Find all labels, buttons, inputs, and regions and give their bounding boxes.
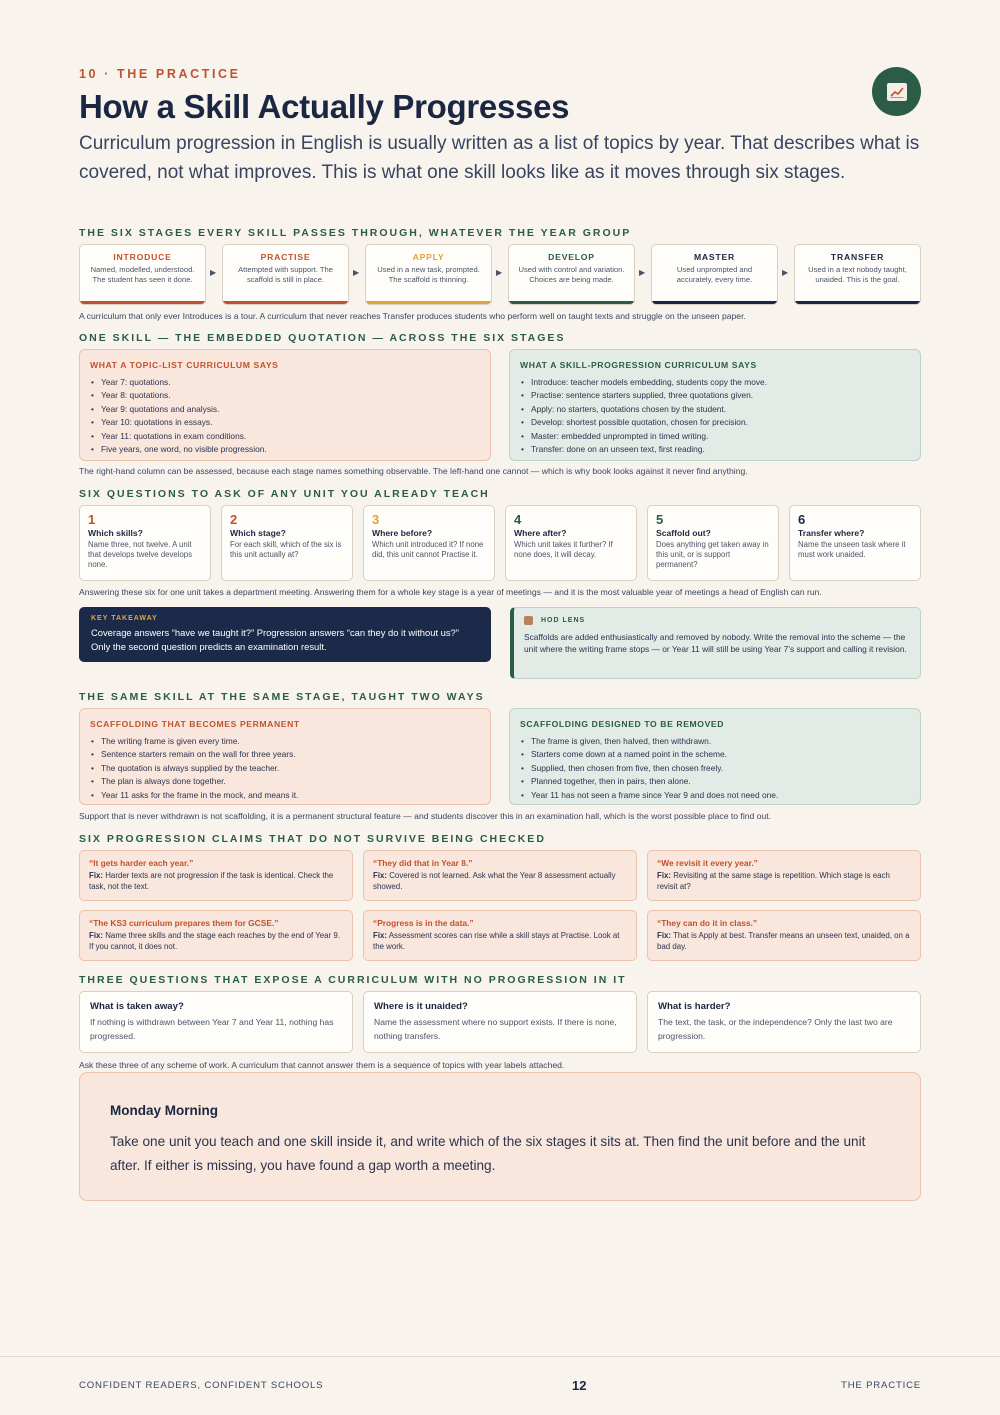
claim-fix bbox=[373, 931, 627, 952]
intro-paragraph: Curriculum progression in English is usually written as a list of topics by year. That describes what is covered, not what improves. This is what one skill looks like as it moves through six stages. bbox=[79, 133, 920, 183]
chart-icon bbox=[872, 67, 921, 116]
monday-text: Take one unit you teach and one skill inside it, and write which of the six stages it sits at. Then find the unit before and the unit after. If either is missing, you have found a gap worth a meeting. bbox=[110, 1134, 866, 1173]
stage-card bbox=[794, 244, 921, 305]
question-card bbox=[647, 505, 779, 581]
hod-label: HOD LENS bbox=[541, 617, 586, 624]
stage-bar bbox=[509, 301, 634, 304]
three-questions-heading: THREE QUESTIONS THAT EXPOSE A CURRICULUM WITH NO PROGRESSION IN IT bbox=[79, 974, 627, 986]
list-item: • Year 11 asks for the frame in the mock, and means it. bbox=[90, 789, 480, 802]
panel-list bbox=[90, 376, 480, 456]
stage-name: MASTER bbox=[693, 252, 736, 262]
stage-card bbox=[508, 244, 635, 305]
claim-card bbox=[363, 850, 637, 901]
fix-text: Assessment scores can rise while a skill stays at Practise. Look at the work. bbox=[373, 931, 620, 951]
question-title: Transfer where? bbox=[798, 528, 865, 538]
list-item: • The frame is given, then halved, then withdrawn. bbox=[520, 735, 910, 748]
panel-list bbox=[520, 376, 910, 456]
question-desc: For each skill, which of the six is this unit actually at? bbox=[230, 540, 342, 559]
question-title: Scaffold out? bbox=[656, 528, 711, 538]
stage-desc: Attempted with support. The scaffold is still in place. bbox=[238, 265, 333, 284]
exposing-question-desc: Name the assessment where no support exists. If there is none, nothing transfers. bbox=[374, 1017, 617, 1041]
monday-title: Monday Morning bbox=[110, 1103, 218, 1118]
takeaway-text: Coverage answers “have we taught it?” Progression answers “can they do it without us?” Only the second question predicts an examination result. bbox=[91, 627, 459, 652]
claim-quote: “We revisit it every year.” bbox=[657, 858, 758, 868]
one-skill-heading: ONE SKILL — THE EMBEDDED QUOTATION — ACROSS THE SIX STAGES bbox=[79, 332, 566, 344]
key-takeaway-box bbox=[79, 607, 491, 662]
fix-label: Fix: bbox=[657, 871, 672, 880]
question-number: 1 bbox=[88, 512, 96, 527]
claim-card bbox=[363, 910, 637, 961]
questions-note: Answering these six for one unit takes a department meeting. Answering them for a whole key stage is a year of meetings — and it is the most valuable year of meetings a head of English can run. bbox=[79, 587, 822, 597]
stage-bar bbox=[80, 301, 205, 304]
footer-section: THE PRACTICE bbox=[841, 1380, 921, 1391]
question-desc: Does anything get taken away in this unit, or is support permanent? bbox=[656, 540, 769, 569]
fix-label: Fix: bbox=[89, 871, 104, 880]
stage-desc: Used unprompted and accurately, every time. bbox=[676, 265, 753, 284]
panel-list bbox=[520, 735, 910, 802]
fix-label: Fix: bbox=[373, 931, 388, 940]
claim-card bbox=[647, 910, 921, 961]
footer-divider bbox=[0, 1356, 1000, 1357]
panel-title: WHAT A TOPIC-LIST CURRICULUM SAYS bbox=[90, 360, 279, 370]
stage-name: TRANSFER bbox=[830, 252, 885, 262]
list-item: • Year 8: quotations. bbox=[90, 389, 480, 402]
claim-quote: “It gets harder each year.” bbox=[89, 858, 194, 868]
question-card bbox=[79, 505, 211, 581]
stage-card bbox=[651, 244, 778, 305]
list-item: • Develop: shortest possible quotation, chosen for precision. bbox=[520, 416, 910, 429]
stage-name: PRACTISE bbox=[260, 252, 311, 262]
fix-text: Covered is not learned. Ask what the Year 8 assessment actually showed. bbox=[373, 871, 616, 891]
list-item: • Sentence starters remain on the wall for three years. bbox=[90, 748, 480, 761]
fix-text: That is Apply at best. Transfer means an unseen text, unaided, on a bad day. bbox=[657, 931, 910, 951]
claim-quote: “They did that in Year 8.” bbox=[373, 858, 473, 868]
arrow-right-icon: ▶ bbox=[210, 268, 217, 277]
panel-title: WHAT A SKILL-PROGRESSION CURRICULUM SAYS bbox=[520, 360, 757, 370]
question-title: Where after? bbox=[514, 528, 567, 538]
stages-row bbox=[79, 244, 921, 306]
list-item: • Five years, one word, no visible progression. bbox=[90, 443, 480, 456]
questions-heading: SIX QUESTIONS TO ASK OF ANY UNIT YOU ALREADY TEACH bbox=[79, 488, 490, 500]
topic-list-panel bbox=[79, 349, 491, 461]
claim-card bbox=[79, 850, 353, 901]
removable-scaffolding-panel bbox=[509, 708, 921, 805]
page-number: 12 bbox=[572, 1378, 587, 1393]
exposing-question-title: What is harder? bbox=[658, 1001, 731, 1012]
stage-card bbox=[222, 244, 349, 305]
one-skill-note: The right-hand column can be assessed, because each stage names something observable. The left-hand one cannot — which is why book looks against it never find anything. bbox=[79, 466, 748, 476]
claim-quote: “They can do it in class.” bbox=[657, 918, 758, 928]
exposing-question-title: Where is it unaided? bbox=[374, 1001, 468, 1012]
fix-label: Fix: bbox=[89, 931, 104, 940]
panel-title: SCAFFOLDING THAT BECOMES PERMANENT bbox=[90, 719, 300, 729]
section-kicker: 10 · THE PRACTICE bbox=[79, 67, 241, 81]
list-item: • Practise: sentence starters supplied, three quotations given. bbox=[520, 389, 910, 402]
takeaway-label: KEY TAKEAWAY bbox=[91, 615, 158, 622]
claim-quote: “The KS3 curriculum prepares them for GCSE.” bbox=[89, 918, 279, 928]
question-card bbox=[505, 505, 637, 581]
list-item: • Year 10: quotations in essays. bbox=[90, 416, 480, 429]
claim-card bbox=[647, 850, 921, 901]
stage-desc: Used with control and variation. Choices are being made. bbox=[518, 265, 625, 284]
question-number: 4 bbox=[514, 512, 522, 527]
list-item: • Year 11: quotations in exam conditions. bbox=[90, 430, 480, 443]
question-number: 5 bbox=[656, 512, 664, 527]
exposing-question-desc: The text, the task, or the independence? Only the last two are progression. bbox=[658, 1017, 893, 1041]
claim-fix bbox=[657, 931, 911, 952]
arrow-right-icon: ▶ bbox=[639, 268, 646, 277]
claim-card bbox=[79, 910, 353, 961]
same-skill-note: Support that is never withdrawn is not scaffolding, it is a permanent structural feature — and students discover this in an examination hall, which is the worst possible place to find out. bbox=[79, 811, 772, 821]
stage-card bbox=[365, 244, 492, 305]
stage-card bbox=[79, 244, 206, 305]
person-icon bbox=[524, 616, 533, 625]
claim-fix bbox=[89, 871, 343, 892]
stage-desc: Named, modelled, understood. The student has seen it done. bbox=[90, 265, 195, 284]
stage-name: DEVELOP bbox=[548, 252, 595, 262]
question-number: 6 bbox=[798, 512, 806, 527]
question-desc: Which unit takes it further? If none does, it will decay. bbox=[514, 540, 613, 559]
question-number: 3 bbox=[372, 512, 380, 527]
stages-heading: THE SIX STAGES EVERY SKILL PASSES THROUGH, WHATEVER THE YEAR GROUP bbox=[79, 227, 632, 239]
fix-text: Harder texts are not progression if the task is identical. Check the task, not the text. bbox=[89, 871, 334, 891]
claim-fix bbox=[373, 871, 627, 892]
claims-heading: SIX PROGRESSION CLAIMS THAT DO NOT SURVIVE BEING CHECKED bbox=[79, 833, 546, 845]
question-card bbox=[789, 505, 921, 581]
stage-desc: Used in a new task, prompted. The scaffold is thinning. bbox=[377, 265, 480, 284]
stages-note: A curriculum that only ever Introduces is a tour. A curriculum that never reaches Transfer produces students who perform well on taught texts and struggle on the unseen paper. bbox=[79, 311, 746, 321]
exposing-question-card bbox=[79, 991, 353, 1053]
stage-bar bbox=[366, 301, 491, 304]
claim-fix bbox=[657, 871, 911, 892]
fix-label: Fix: bbox=[373, 871, 388, 880]
stage-bar bbox=[652, 301, 777, 304]
exposing-question-card bbox=[363, 991, 637, 1053]
list-item: • Introduce: teacher models embedding, students copy the move. bbox=[520, 376, 910, 389]
list-item: • Year 9: quotations and analysis. bbox=[90, 403, 480, 416]
fix-text: Name three skills and the stage each reaches by the end of Year 9. If you cannot, it does not. bbox=[89, 931, 340, 951]
question-number: 2 bbox=[230, 512, 238, 527]
list-item: • The quotation is always supplied by the teacher. bbox=[90, 762, 480, 775]
list-item: • Supplied, then chosen from five, then chosen freely. bbox=[520, 762, 910, 775]
exposing-question-desc: If nothing is withdrawn between Year 7 and Year 11, nothing has progressed. bbox=[90, 1017, 334, 1041]
arrow-right-icon: ▶ bbox=[496, 268, 503, 277]
exposing-question-card bbox=[647, 991, 921, 1053]
list-item: • Starters come down at a named point in the scheme. bbox=[520, 748, 910, 761]
fix-label: Fix: bbox=[657, 931, 672, 940]
stage-desc: Used in a text nobody taught, unaided. This is the goal. bbox=[808, 265, 907, 284]
question-desc: Which unit introduced it? If none did, this unit cannot Practise it. bbox=[372, 540, 484, 559]
page-title: How a Skill Actually Progresses bbox=[79, 88, 570, 125]
fix-text: Revisiting at the same stage is repetition. Which stage is each revisit at? bbox=[657, 871, 890, 891]
skill-progression-panel bbox=[509, 349, 921, 461]
list-item: • Master: embedded unprompted in timed writing. bbox=[520, 430, 910, 443]
hod-text: Scaffolds are added enthusiastically and removed by nobody. Write the removal into the scheme — the unit where the writing frame stops — or Year 11 will still be using Year 7’s support and calling it revision. bbox=[524, 632, 907, 654]
list-item: • Apply: no starters, quotations chosen by the student. bbox=[520, 403, 910, 416]
panel-title: SCAFFOLDING DESIGNED TO BE REMOVED bbox=[520, 719, 725, 729]
stage-name: APPLY bbox=[412, 252, 445, 262]
monday-morning-box bbox=[79, 1072, 921, 1201]
claim-fix bbox=[89, 931, 343, 952]
stage-bar bbox=[223, 301, 348, 304]
question-desc: Name the unseen task where it must work unaided. bbox=[798, 540, 906, 559]
exposing-question-title: What is taken away? bbox=[90, 1001, 184, 1012]
question-title: Which skills? bbox=[88, 528, 143, 538]
arrow-right-icon: ▶ bbox=[782, 268, 789, 277]
list-item: • Transfer: done on an unseen text, first reading. bbox=[520, 443, 910, 456]
question-card bbox=[363, 505, 495, 581]
list-item: • The plan is always done together. bbox=[90, 775, 480, 788]
claim-quote: “Progress is in the data.” bbox=[373, 918, 474, 928]
stage-name: INTRODUCE bbox=[113, 252, 172, 262]
footer-publication: CONFIDENT READERS, CONFIDENT SCHOOLS bbox=[79, 1380, 324, 1391]
question-card bbox=[221, 505, 353, 581]
panel-list bbox=[90, 735, 480, 802]
arrow-right-icon: ▶ bbox=[353, 268, 360, 277]
same-skill-heading: THE SAME SKILL AT THE SAME STAGE, TAUGHT TWO WAYS bbox=[79, 691, 485, 703]
question-desc: Name three, not twelve. A unit that develops twelve develops none. bbox=[88, 540, 193, 569]
list-item: • Year 11 has not seen a frame since Year 9 and does not need one. bbox=[520, 789, 910, 802]
permanent-scaffolding-panel bbox=[79, 708, 491, 805]
question-title: Where before? bbox=[372, 528, 433, 538]
list-item: • Planned together, then in pairs, then alone. bbox=[520, 775, 910, 788]
list-item: • Year 7: quotations. bbox=[90, 376, 480, 389]
hod-lens-box bbox=[510, 607, 921, 679]
list-item: • The writing frame is given every time. bbox=[90, 735, 480, 748]
three-questions-note: Ask these three of any scheme of work. A curriculum that cannot answer them is a sequence of topics with year labels attached. bbox=[79, 1060, 565, 1070]
stage-bar bbox=[795, 301, 920, 304]
question-title: Which stage? bbox=[230, 528, 286, 538]
